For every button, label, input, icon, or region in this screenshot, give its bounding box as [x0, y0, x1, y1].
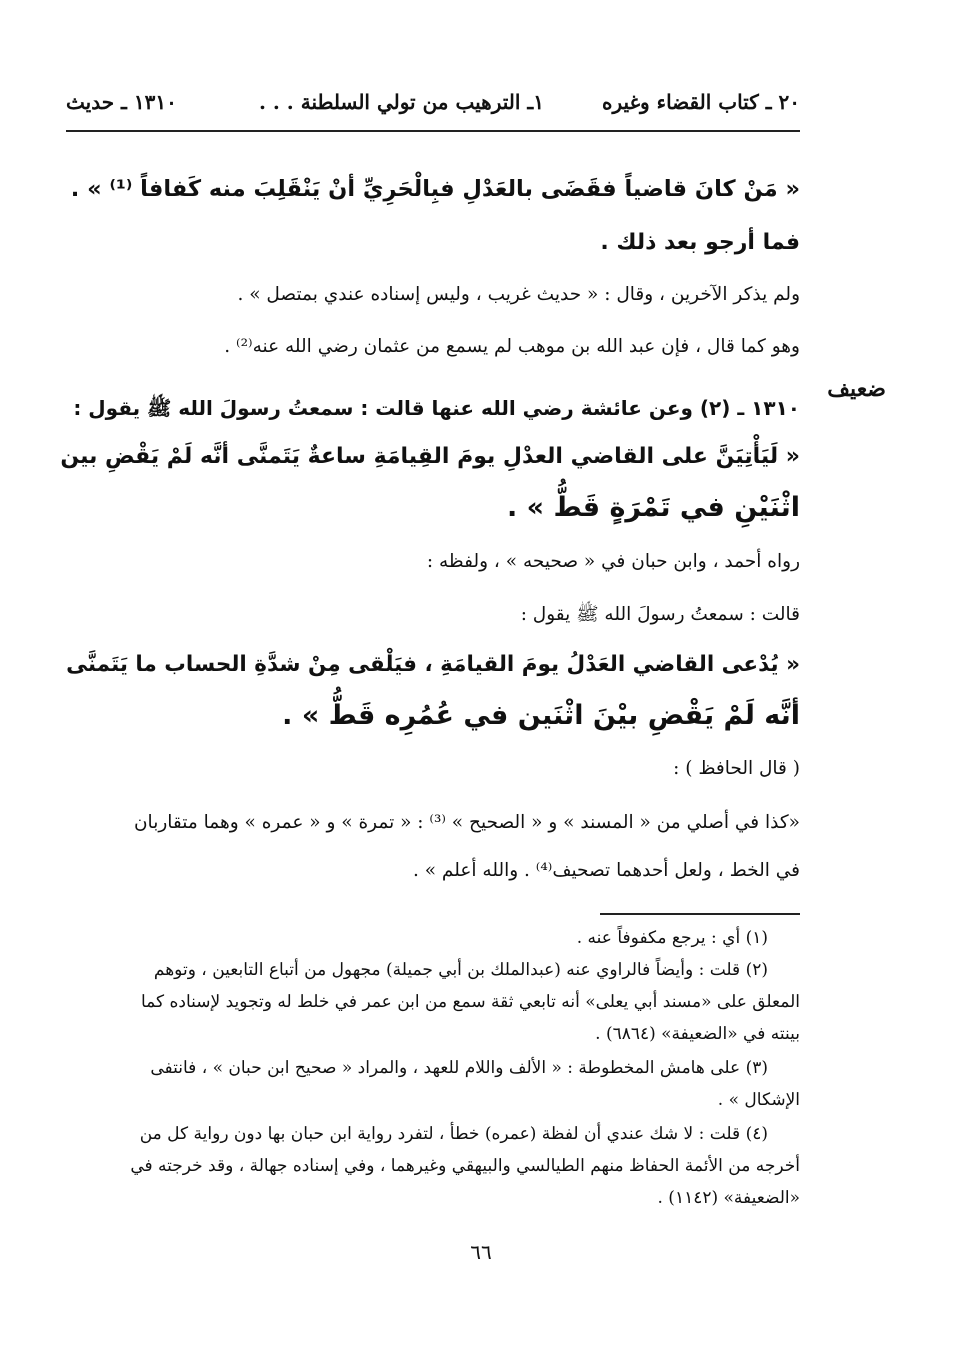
- body-line-12: ( قال الحافظ ) :: [673, 758, 800, 779]
- body-line-10: « يُدْعى القاضي العَدْلُ يومَ القيامَةِ ، فيَلْقى مِنْ شدَّةِ الحساب ما يَتَمنَّى: [66, 652, 800, 677]
- footnote-3-line-2: الإشكال » .: [717, 1090, 800, 1110]
- grade-label: ضعيف: [827, 376, 886, 402]
- header-rule: [66, 130, 800, 132]
- footnote-rule: [600, 913, 800, 915]
- footnote-3-line-1: (٣) على هامش المخطوطة : « الألف واللام للعهد ، والمراد « صحيح ابن حبان » ، فانتفى: [150, 1058, 768, 1078]
- page-number: ٦٦: [470, 1240, 492, 1264]
- body-line-11: أنَّه لَمْ يَقْضِ بيْنَ اثْنَين في عُمُرِه قَطُّ » .: [282, 700, 800, 731]
- footnote-1: (١) أي : يرجع مكفوفاً عنه .: [576, 928, 768, 948]
- header-chapter: ٢٠ ـ كتاب القضاء وغيره: [602, 90, 800, 114]
- footnote-2-line-2: المعلق على «مسند أبي يعلى» أنه تابعي ثقة سمع من ابن عمر في خلط له وتجويد لإسناده كما: [140, 992, 800, 1012]
- body-line-1: « مَنْ كانَ قاضياً فقَضَى بالعَدْلِ فبِالْحَرِيِّ أنْ يَنْقَلِبَ منه كَفافاً ⁽¹⁾ » .: [70, 176, 800, 202]
- header-hadith-number: ١٣١٠ ـ حديث: [66, 90, 177, 114]
- footnote-2-line-1: (٢) قلت : وأيضاً فالراوي عنه (عبدالملك بن أبي جميلة) مجهول من أتباع التابعين ، وتوهم: [153, 960, 768, 980]
- body-line-9: قالت : سمعتُ رسولَ الله ﷺ يقول :: [520, 604, 800, 625]
- hadith-1310-intro: ١٣١٠ ـ (٢) وعن عائشة رضي الله عنها قالت : سمعتُ رسولَ الله ﷺ يقول :: [73, 396, 800, 420]
- body-line-6: « لَيَأْتِيَنَّ على القاضي العدْلِ يومَ القِيامَةِ ساعةٌ يَتَمنَّى أنَّه لَمْ يَقْضِ بين: [60, 444, 800, 469]
- body-line-8: رواه أحمد ، وابن حبان في « صحيحه » ، ولفظه :: [426, 551, 800, 572]
- footnote-4-line-1: (٤) قلت : لا شك عندي أن لفظة (عمره) خطأ ، لتفرد رواية ابن حبان بها دون رواية كل من: [139, 1124, 768, 1144]
- body-line-7: اثْنَيْنِ في تَمْرَةٍ قَطُّ » .: [507, 492, 800, 523]
- header-section: ١ـ الترهيب من تولي السلطنة . . .: [258, 90, 544, 114]
- body-line-13: «كذا في أصلي من « المسند » و « الصحيح » ⁽³⁾ : « تمرة » و « عمره » وهما متقاربان: [133, 812, 800, 833]
- footnote-2-line-3: بينته في «الضعيفة» (٦٨٦٤) .: [595, 1024, 800, 1044]
- footnote-4-line-3: «الضعيفة» (١١٤٢) .: [657, 1188, 800, 1208]
- footnote-4-line-2: أخرجه من الأئمة الحفاظ منهم الطيالسي والبيهقي وغيرهما ، وفي إسناده جهالة ، وقد خرجته في: [130, 1156, 800, 1176]
- body-line-4: وهو كما قال ، فإن عبد الله بن موهب لم يسمع من عثمان رضي الله عنه⁽²⁾ .: [224, 336, 800, 357]
- body-line-3: ولم يذكر الآخرين ، وقال : « حديث غريب ، وليس إسناده عندي بمتصل » .: [237, 284, 800, 305]
- body-line-14: في الخط ، ولعل أحدهما تصحيف⁽⁴⁾ . والله أعلم » .: [412, 860, 800, 881]
- body-line-2: فما أرجو بعد ذلك .: [600, 230, 800, 255]
